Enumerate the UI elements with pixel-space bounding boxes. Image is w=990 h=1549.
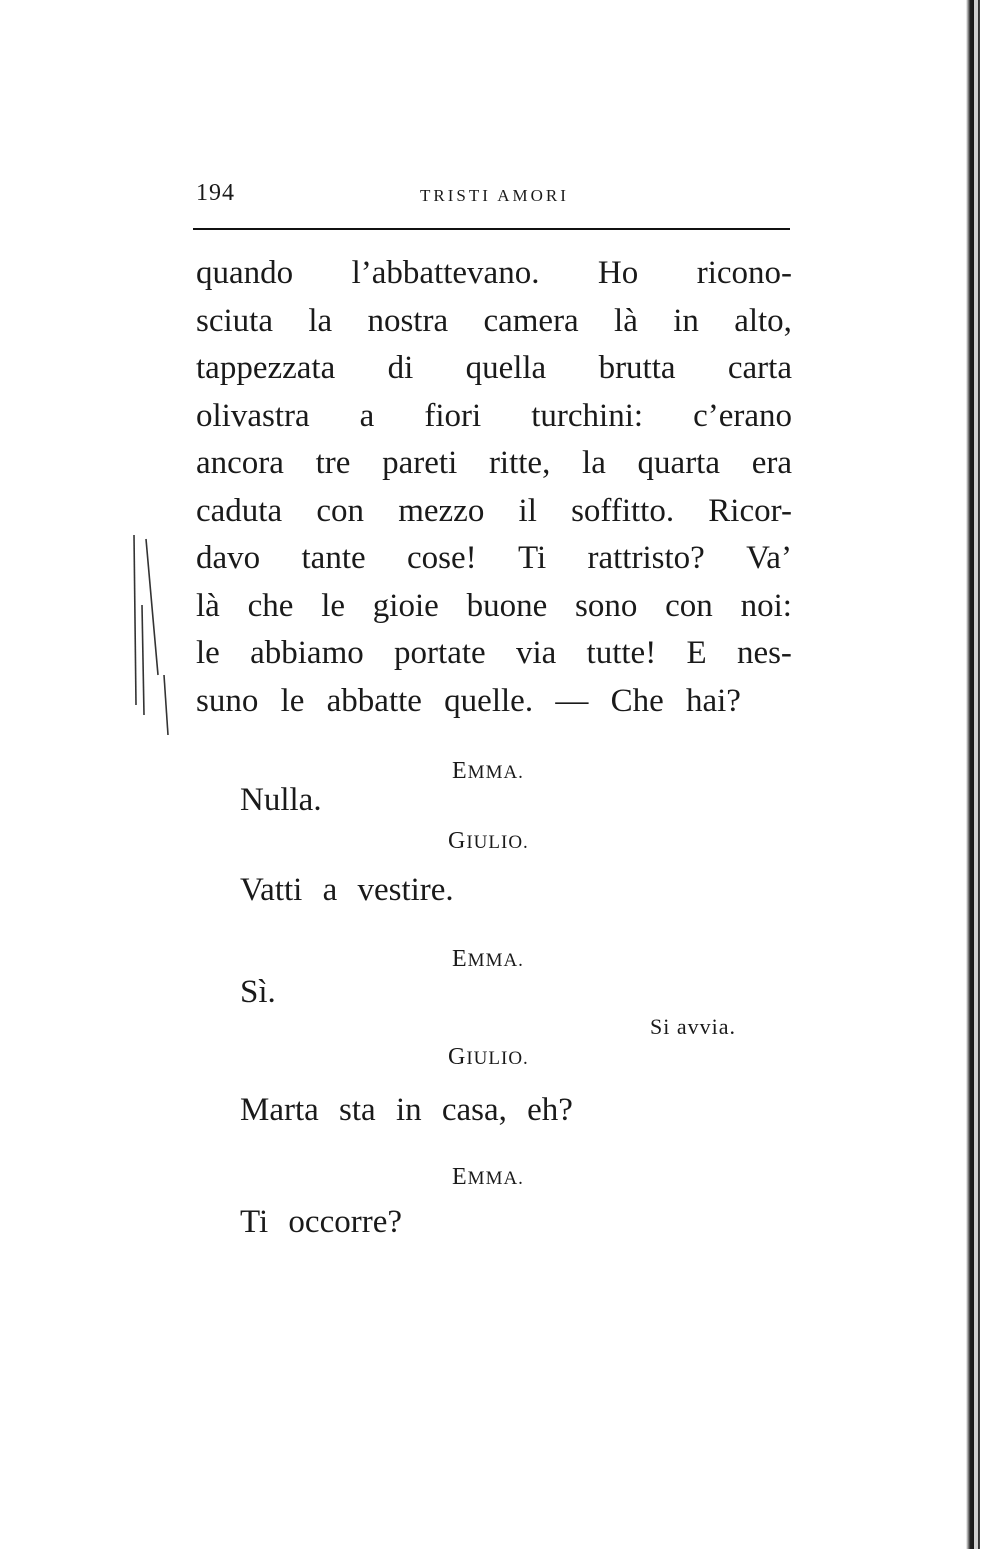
prose-word: con [665,587,713,624]
prose-word: ricono- [696,255,792,291]
speech-line: Sì. [240,974,276,1010]
prose-word: quella [465,350,547,386]
speaker-initial: G [448,828,467,854]
prose-word: le [196,635,220,671]
prose-line [196,583,792,631]
prose-word: là [614,302,638,339]
prose-word: che [247,587,294,624]
binding-edge-highlight [974,0,978,1549]
speaker-rest: MMA. [467,1168,524,1189]
prose-word: ritte, [488,445,551,481]
prose-word: gioie [372,587,439,624]
prose-word: fiori [424,397,482,434]
prose-word: cose! [406,540,477,576]
prose-line [196,488,792,536]
margin-pencil-marks [128,525,178,745]
page-number: 194 [196,180,235,206]
prose-word: olivastra [196,397,310,434]
prose-word: rattristo? [587,540,705,576]
speaker-label [448,1044,529,1071]
prose-word: era [751,445,792,481]
prose-line [196,630,792,678]
prose-word: carta [727,350,792,386]
prose-word: nostra [367,302,449,339]
prose-word: sciuta [196,302,273,339]
margin-mark-3 [142,605,144,715]
prose-line [196,535,792,583]
speaker-rest: MMA. [467,950,524,971]
speech-line: Vatti a vestire. [240,872,454,908]
binding-edge [966,0,980,1549]
prose-word: in [673,302,699,339]
header-rule [193,228,790,230]
prose-word: nes- [736,635,792,671]
speaker-label [448,828,529,855]
prose-word: là [196,587,220,624]
speaker-initial: E [452,946,468,972]
stage-direction: Si avvia. [650,1014,736,1039]
margin-mark-2 [146,539,158,675]
prose-word: buone [466,587,548,624]
prose-paragraph [196,250,792,725]
speech-line: Ti occorre? [240,1204,402,1240]
prose-word: soffitto. [571,492,675,529]
prose-word: tante [301,540,366,576]
prose-word: abbiamo [250,635,364,671]
prose-word: con [316,492,364,529]
speaker-label [452,758,524,785]
prose-word: Va’ [746,540,792,576]
prose-word: E [686,635,707,671]
prose-word: il [518,492,537,529]
prose-line-text: suno le abbatte quelle. — Che hai? [196,682,741,719]
prose-word: pareti [382,445,458,481]
prose-word: Ho [597,255,639,291]
prose-word: quando [196,255,294,291]
speech-line: Marta sta in casa, eh? [240,1092,573,1128]
speaker-initial: E [452,758,468,784]
prose-word: c’erano [693,397,792,434]
prose-word: tappezzata [196,350,336,386]
prose-line [196,393,792,441]
speaker-initial: G [448,1044,467,1070]
prose-line [196,345,792,393]
prose-word: portate [394,635,486,671]
prose-word: sono [575,587,638,624]
speaker-initial: E [452,1164,468,1190]
prose-word: le [321,587,346,624]
prose-word: mezzo [398,492,485,529]
prose-word: brutta [598,350,676,386]
prose-word: davo [196,540,261,576]
speaker-rest: IULIO. [466,832,529,853]
prose-word: camera [483,302,579,339]
prose-word: a [359,397,375,434]
prose-word: quarta [637,445,720,481]
prose-line [196,678,792,726]
prose-word: Ricor- [708,492,792,529]
prose-line [196,440,792,488]
speech-line: Nulla. [240,782,322,818]
margin-mark-4 [164,675,168,735]
prose-word: di [387,350,414,386]
prose-word: noi: [740,587,792,624]
speaker-label [452,946,524,973]
prose-word: turchini: [531,397,644,434]
prose-word: tutte! [586,635,657,671]
prose-word: la [582,445,606,481]
margin-mark-1 [134,535,136,705]
prose-line [196,298,792,346]
prose-word: via [515,635,557,671]
prose-word: ancora [196,445,284,481]
speaker-rest: MMA. [467,762,524,783]
speaker-rest: IULIO. [466,1048,529,1069]
prose-word: l’abbattevano. [351,255,540,291]
prose-word: Ti [517,540,547,576]
prose-word: la [308,302,333,339]
prose-word: alto, [734,302,792,339]
prose-word: caduta [196,492,283,529]
prose-line [196,250,792,298]
speaker-label [452,1164,524,1191]
prose-word: tre [315,445,351,481]
running-title: TRISTI AMORI [420,186,569,205]
